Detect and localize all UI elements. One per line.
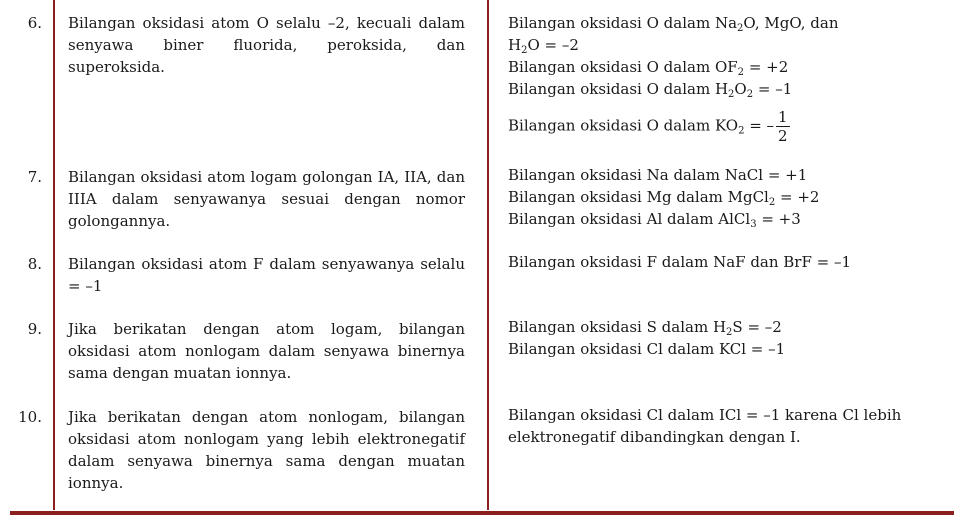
column-divider-left xyxy=(53,0,55,510)
example-line: Bilangan oksidasi Al dalam AlCl$_3$ = +3 xyxy=(508,210,801,230)
rule-text: Bilangan oksidasi atom F dalam senyawanya selalu = –1 xyxy=(68,255,465,295)
rule-text: Jika berikatan dengan atom logam, bilangan oksidasi atom nonlogam dalam senyawa binernya sama dengan muatan ionnya. xyxy=(68,320,465,382)
row-number: 6. xyxy=(27,14,42,32)
example-line: Bilangan oksidasi O dalam $H_2O_2 = -1$ xyxy=(508,80,793,100)
row-number: 9. xyxy=(27,320,42,338)
table-bottom-rule xyxy=(10,511,954,515)
example-line: Bilangan oksidasi O dalam $KO_2$ = – $\frac{1}{2}$ xyxy=(508,108,788,145)
example-line: Bilangan oksidasi Mg dalam MgCl$_2$ = +2 xyxy=(508,188,820,208)
example-line: Bilangan oksidasi O dalam $OF_2 = +2$ xyxy=(508,58,789,78)
row-number: 10. xyxy=(18,408,42,426)
example-line: Bilangan oksidasi Cl dalam ICl = –1 karena Cl lebih elektronegatif dibandingkan dengan I. xyxy=(508,406,902,446)
example-line: Bilangan oksidasi Cl dalam KCl = –1 xyxy=(508,340,786,358)
example-line: Bilangan oksidasi O dalam $Na_2O$, MgO, dan xyxy=(508,14,839,34)
rule-text: Bilangan oksidasi atom O selalu –2, kecuali dalam senyawa biner fluorida, peroksida, dan superoksida. xyxy=(68,14,465,76)
example-line: Bilangan oksidasi Na dalam NaCl = +1 xyxy=(508,166,808,184)
example-line: Bilangan oksidasi F dalam NaF dan BrF = –1 xyxy=(508,253,852,271)
rule-text: Jika berikatan dengan atom nonlogam, bilangan oksidasi atom nonlogam yang lebih elektronegatif dalam senyawa binernya sama dengan muatan ionnya. xyxy=(68,408,465,492)
example-text xyxy=(508,164,948,230)
example-text xyxy=(508,12,948,145)
fraction: $\frac{1}{2}$ xyxy=(778,108,788,145)
example-text xyxy=(508,251,948,273)
example-text xyxy=(508,404,908,448)
rule-text: Bilangan oksidasi atom logam golongan IA, IIA, dan IIIA dalam senyawanya sesuai dengan nomor golongannya. xyxy=(68,168,465,230)
example-line: Bilangan oksidasi S dalam $H_2S = -2$ xyxy=(508,318,782,338)
example-text xyxy=(508,316,948,360)
column-divider-right xyxy=(487,0,489,510)
example-line: $H_2O = -2$ xyxy=(508,36,579,56)
row-number: 7. xyxy=(27,168,42,186)
row-number: 8. xyxy=(27,255,42,273)
